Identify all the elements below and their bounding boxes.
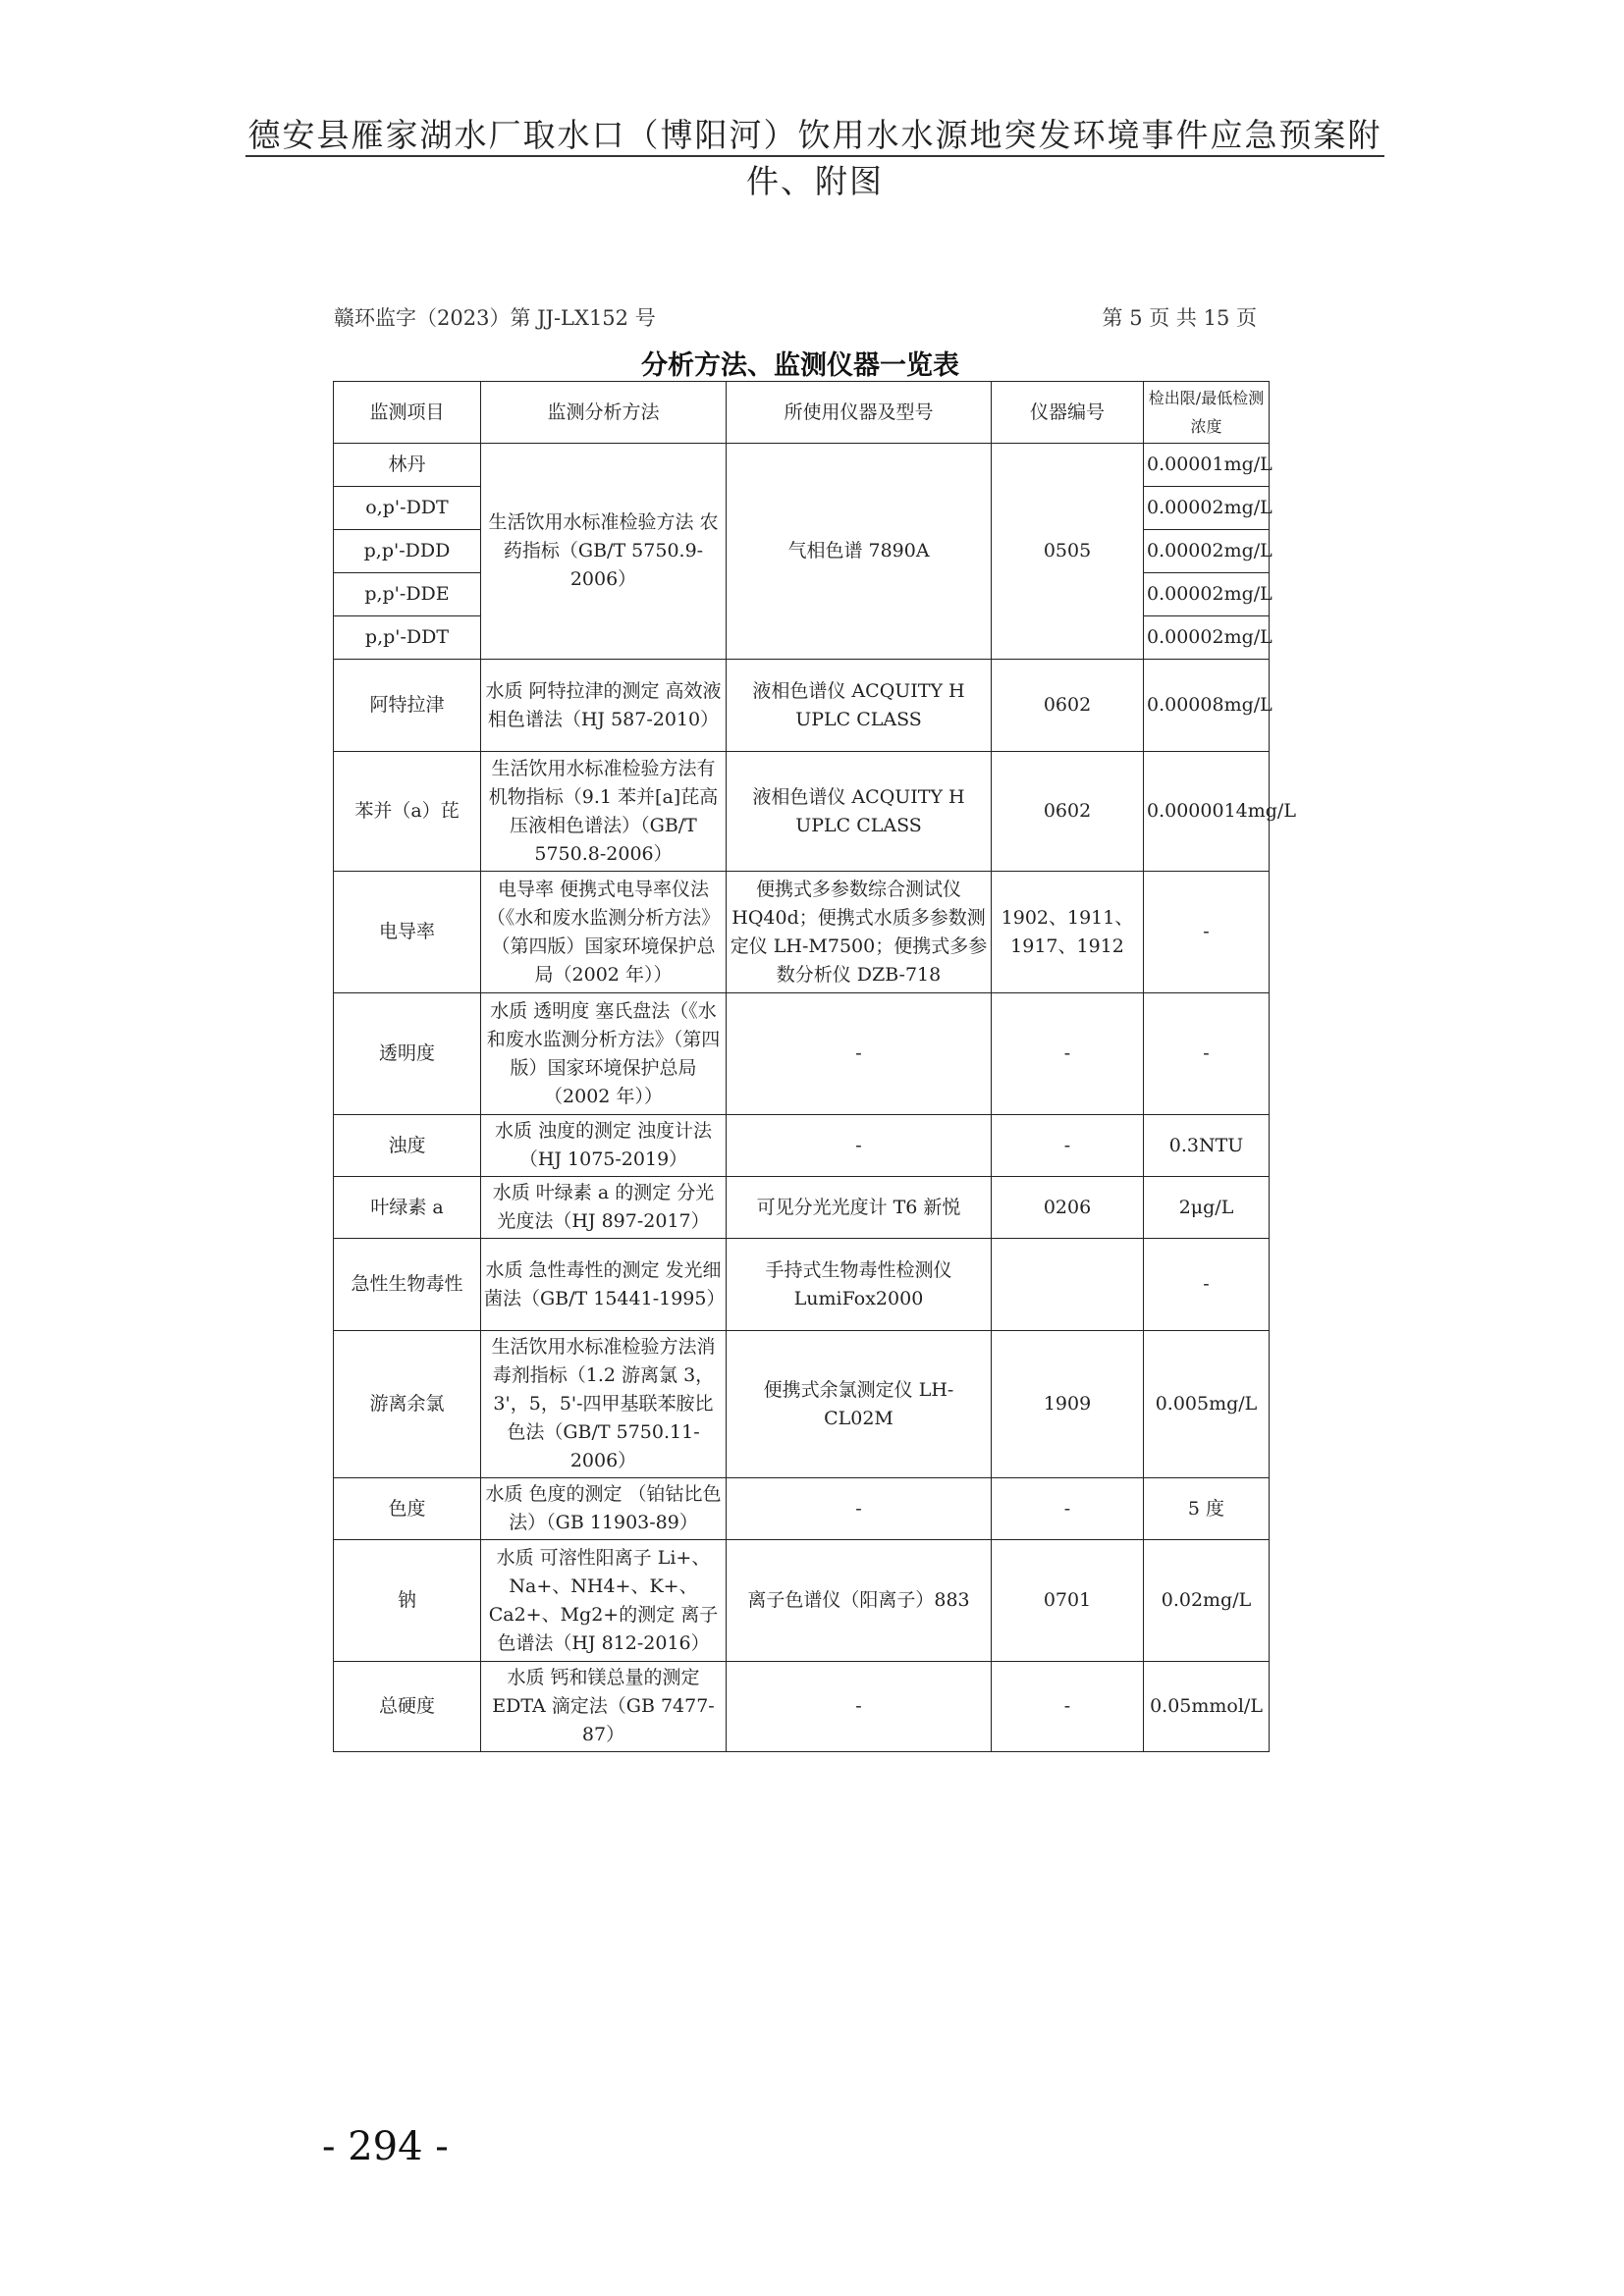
cell-limit: 0.00002mg/L (1144, 530, 1270, 573)
cell-limit: 0.00001mg/L (1144, 444, 1270, 487)
page-info: 第 5 页 共 15 页 (1102, 306, 1257, 330)
report-code: 赣环监字（2023）第 JJ-LX152 号 (334, 306, 656, 330)
cell-instrument-no: 1909 (992, 1331, 1144, 1478)
cell-instrument-no: 0602 (992, 660, 1144, 752)
cell-method: 水质 阿特拉津的测定 高效液相色谱法（HJ 587-2010） (481, 660, 727, 752)
page-header: 德安县雁家湖水厂取水口（博阳河）饮用水水源地突发环境事件应急预案附件、附图 (247, 116, 1382, 200)
cell-instrument: - (727, 993, 992, 1115)
cell-instrument: 液相色谱仪 ACQUITY H UPLC CLASS (727, 660, 992, 752)
cell-method: 生活饮用水标准检验方法 农药指标（GB/T 5750.9-2006） (481, 444, 727, 660)
cell-instrument-no (992, 1239, 1144, 1331)
cell-limit: 2μg/L (1144, 1177, 1270, 1239)
cell-instrument: 便携式余氯测定仪 LH-CL02M (727, 1331, 992, 1478)
table-row (334, 1662, 1270, 1752)
table-title: 分析方法、监测仪器一览表 (641, 350, 959, 381)
cell-instrument: 便携式多参数综合测试仪 HQ40d；便携式水质多参数测定仪 LH-M7500；便携式多参数分析仪 DZB-718 (727, 872, 992, 993)
cell-item: 透明度 (334, 993, 481, 1115)
column-header: 检出限/最低检测浓度 (1144, 382, 1270, 444)
cell-instrument-no: 0206 (992, 1177, 1144, 1239)
cell-limit: 0.02mg/L (1144, 1540, 1270, 1662)
cell-item: p,p'-DDT (334, 616, 481, 660)
table-row (334, 1478, 1270, 1540)
cell-instrument-no: - (992, 1662, 1144, 1752)
cell-item: 电导率 (334, 872, 481, 993)
cell-instrument: - (727, 1662, 992, 1752)
cell-limit: 0.3NTU (1144, 1115, 1270, 1177)
cell-limit: 0.00002mg/L (1144, 487, 1270, 530)
cell-method: 水质 透明度 塞氏盘法（《水和废水监测分析方法》（第四版）国家环境保护总局（2002 年）） (481, 993, 727, 1115)
cell-instrument-no: 0505 (992, 444, 1144, 660)
cell-item: 浊度 (334, 1115, 481, 1177)
cell-limit: 0.00002mg/L (1144, 573, 1270, 616)
cell-instrument-no: - (992, 1478, 1144, 1540)
cell-method: 生活饮用水标准检验方法有机物指标（9.1 苯并[a]芘高压液相色谱法）（GB/T 5750.8-2006） (481, 752, 727, 872)
cell-limit: 0.005mg/L (1144, 1331, 1270, 1478)
table-row (334, 993, 1270, 1115)
cell-item: 游离余氯 (334, 1331, 481, 1478)
cell-instrument-no: - (992, 1115, 1144, 1177)
cell-item: 叶绿素 a (334, 1177, 481, 1239)
cell-instrument: 液相色谱仪 ACQUITY H UPLC CLASS (727, 752, 992, 872)
column-header: 所使用仪器及型号 (727, 382, 992, 444)
cell-instrument: 离子色谱仪（阳离子）883 (727, 1540, 992, 1662)
column-header: 仪器编号 (992, 382, 1144, 444)
instrument-table (333, 381, 1296, 1752)
cell-limit: 0.00002mg/L (1144, 616, 1270, 660)
cell-limit: 0.0000014mg/L (1144, 752, 1270, 872)
table-row (334, 1115, 1270, 1177)
cell-instrument: 气相色谱 7890A (727, 444, 992, 660)
table-row (334, 1239, 1270, 1331)
cell-item: 急性生物毒性 (334, 1239, 481, 1331)
cell-method: 水质 叶绿素 a 的测定 分光光度法（HJ 897-2017） (481, 1177, 727, 1239)
cell-item: 总硬度 (334, 1662, 481, 1752)
header-divider (245, 155, 1384, 157)
cell-limit: - (1144, 993, 1270, 1115)
cell-method: 水质 急性毒性的测定 发光细菌法（GB/T 15441-1995） (481, 1239, 727, 1331)
table-row (334, 1177, 1270, 1239)
cell-limit: 0.05mmol/L (1144, 1662, 1270, 1752)
table-row (334, 660, 1270, 752)
cell-item: 苯并（a）芘 (334, 752, 481, 872)
cell-instrument: - (727, 1478, 992, 1540)
cell-item: p,p'-DDE (334, 573, 481, 616)
cell-limit: - (1144, 872, 1270, 993)
column-header: 监测分析方法 (481, 382, 727, 444)
table-header-row (334, 382, 1270, 444)
table-row (334, 1540, 1270, 1662)
cell-limit: 0.00008mg/L (1144, 660, 1270, 752)
cell-instrument-no: 0701 (992, 1540, 1144, 1662)
cell-method: 水质 浊度的测定 浊度计法（HJ 1075-2019） (481, 1115, 727, 1177)
table-row (334, 752, 1270, 872)
cell-instrument-no: 1902、1911、1917、1912 (992, 872, 1144, 993)
cell-limit: - (1144, 1239, 1270, 1331)
cell-instrument: - (727, 1115, 992, 1177)
table-row (334, 872, 1270, 993)
cell-instrument-no: 0602 (992, 752, 1144, 872)
cell-method: 水质 色度的测定 （铂钴比色法）（GB 11903-89） (481, 1478, 727, 1540)
cell-item: 色度 (334, 1478, 481, 1540)
cell-instrument: 手持式生物毒性检测仪 LumiFox2000 (727, 1239, 992, 1331)
cell-method: 电导率 便携式电导率仪法（《水和废水监测分析方法》（第四版）国家环境保护总局（2002 年）） (481, 872, 727, 993)
cell-item: 钠 (334, 1540, 481, 1662)
column-header: 监测项目 (334, 382, 481, 444)
cell-item: o,p'-DDT (334, 487, 481, 530)
cell-limit: 5 度 (1144, 1478, 1270, 1540)
cell-method: 水质 钙和镁总量的测定 EDTA 滴定法（GB 7477-87） (481, 1662, 727, 1752)
cell-item: p,p'-DDD (334, 530, 481, 573)
cell-instrument-no: - (992, 993, 1144, 1115)
cell-item: 林丹 (334, 444, 481, 487)
cell-method: 生活饮用水标准检验方法消毒剂指标（1.2 游离氯 3，3'，5，5'-四甲基联苯胺比色法（GB/T 5750.11-2006） (481, 1331, 727, 1478)
table-row (334, 1331, 1270, 1478)
cell-instrument: 可见分光光度计 T6 新悦 (727, 1177, 992, 1239)
table-row (334, 444, 1270, 487)
page-number: - 294 - (322, 2124, 449, 2169)
cell-item: 阿特拉津 (334, 660, 481, 752)
cell-method: 水质 可溶性阳离子 Li+、Na+、NH4+、K+、Ca2+、Mg2+的测定 离子色谱法（HJ 812-2016） (481, 1540, 727, 1662)
